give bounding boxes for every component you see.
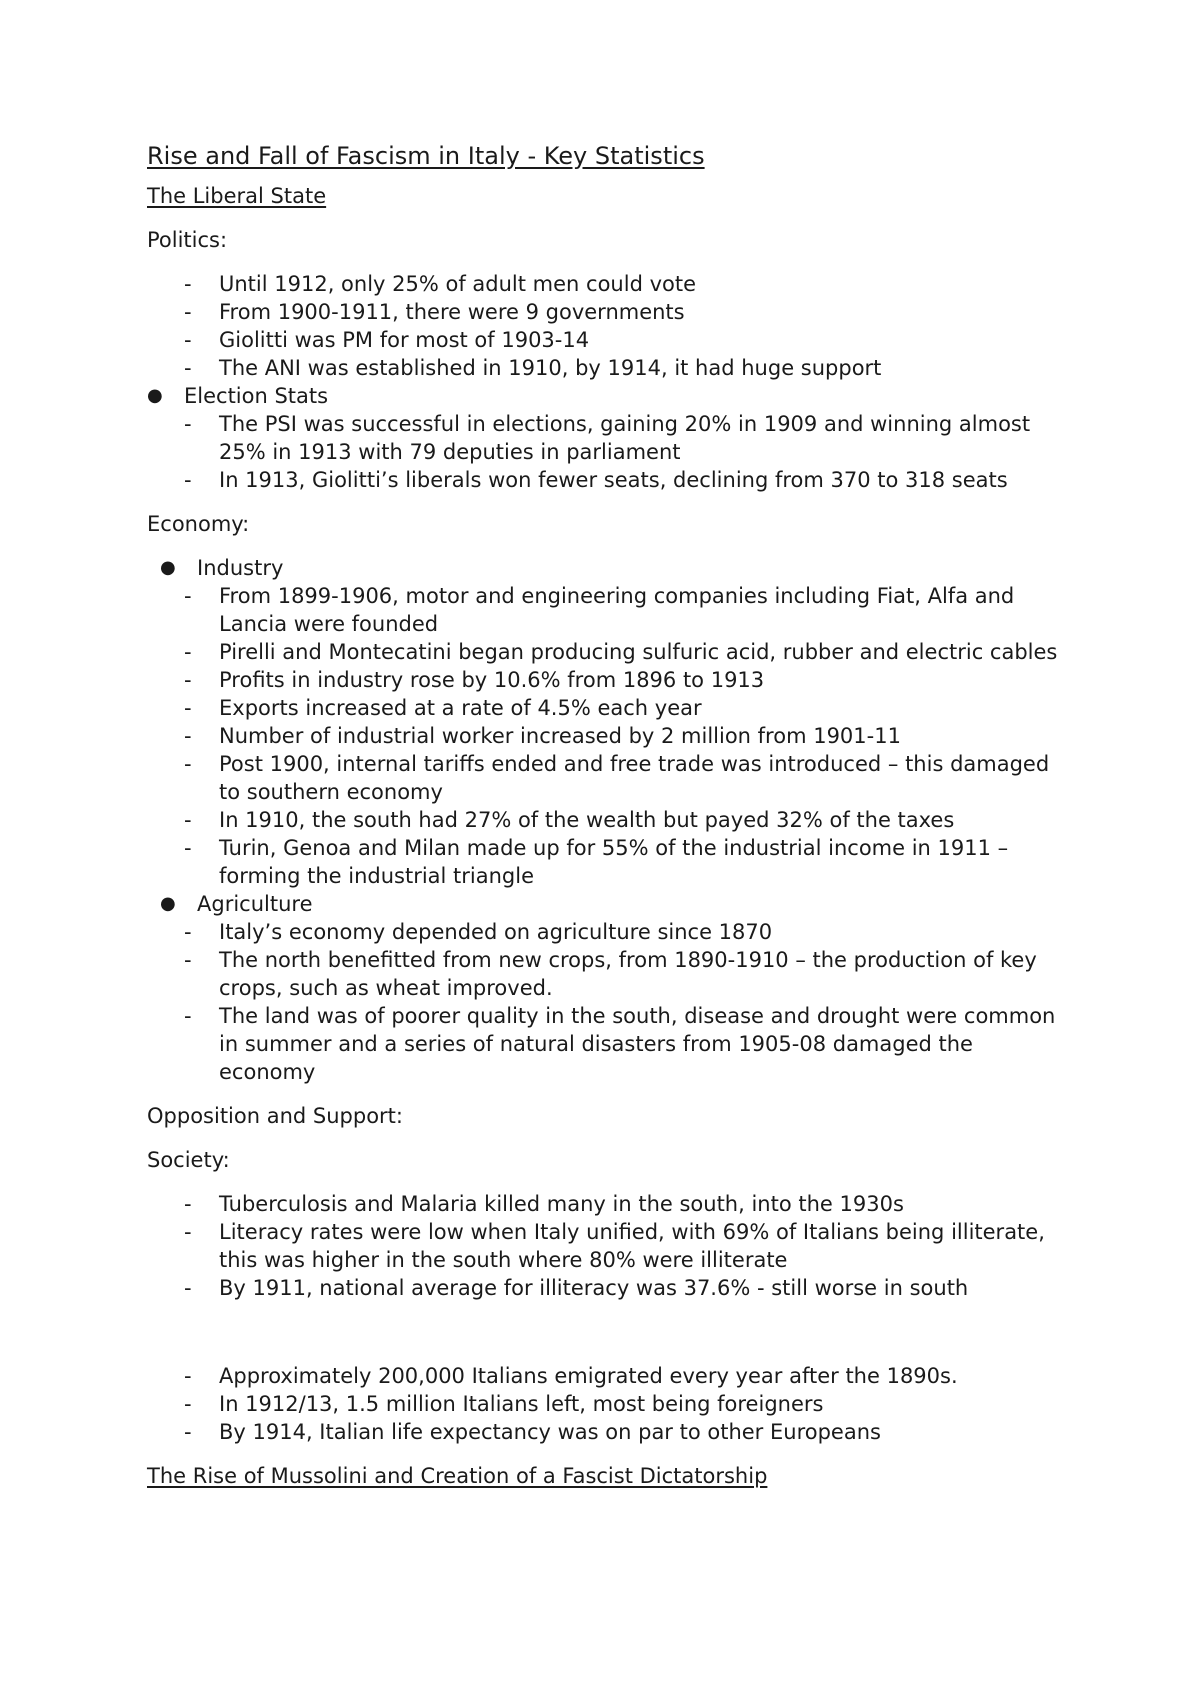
section-heading-liberal-state: The Liberal State <box>147 184 327 208</box>
list-item: - Number of industrial worker increased by 2 million from 1901-11 <box>147 722 1067 750</box>
politics-list <box>147 270 1067 382</box>
bullet-icon: ● <box>147 385 163 406</box>
bullet-icon: ● <box>160 557 176 578</box>
list-item: - Approximately 200,000 Italians emigrated every year after the 1890s. <box>147 1362 1067 1390</box>
list-item: - Until 1912, only 25% of adult men could vote <box>147 270 1067 298</box>
industry-label: Industry <box>197 556 284 580</box>
list-item: - The land was of poorer quality in the south, disease and drought were common in summer and a series of natural disasters from 1905-08 damaged the economy <box>147 1002 1067 1086</box>
agriculture-label: Agriculture <box>197 892 313 916</box>
list-item: - Exports increased at a rate of 4.5% each year <box>147 694 1067 722</box>
economy-section <box>147 554 1067 1086</box>
election-stats-bullet <box>147 382 1067 410</box>
society-label: Society: <box>147 1148 230 1172</box>
list-item: - Italy’s economy depended on agriculture since 1870 <box>147 918 1067 946</box>
industry-list <box>147 582 1067 890</box>
agriculture-list <box>147 918 1067 1086</box>
list-item: - Profits in industry rose by 10.6% from 1896 to 1913 <box>147 666 1067 694</box>
list-item: - From 1900-1911, there were 9 governments <box>147 298 1067 326</box>
society-list-a <box>147 1190 1067 1302</box>
section-heading-rise-of-mussolini: The Rise of Mussolini and Creation of a Fascist Dictatorship <box>147 1464 768 1488</box>
bullet-icon: ● <box>160 893 176 914</box>
list-item: - Literacy rates were low when Italy unified, with 69% of Italians being illiterate, this was higher in the south where 80% were illiterate <box>147 1218 1067 1274</box>
list-item: - In 1910, the south had 27% of the wealth but payed 32% of the taxes <box>147 806 1067 834</box>
list-item: - Turin, Genoa and Milan made up for 55% of the industrial income in 1911 – forming the industrial triangle <box>147 834 1067 890</box>
economy-label: Economy: <box>147 512 250 536</box>
election-stats-list <box>147 410 1067 494</box>
opposition-support-label: Opposition and Support: <box>147 1104 403 1128</box>
blank-gap <box>147 1302 1067 1362</box>
list-item: - In 1912/13, 1.5 million Italians left, most being foreigners <box>147 1390 1067 1418</box>
list-item: - Post 1900, internal tariffs ended and free trade was introduced – this damaged to southern economy <box>147 750 1067 806</box>
list-item: - The north benefitted from new crops, from 1890-1910 – the production of key crops, such as wheat improved. <box>147 946 1067 1002</box>
list-item: - By 1911, national average for illiteracy was 37.6% - still worse in south <box>147 1274 1067 1302</box>
list-item: - From 1899-1906, motor and engineering companies including Fiat, Alfa and Lancia were founded <box>147 582 1067 638</box>
list-item: - By 1914, Italian life expectancy was on par to other Europeans <box>147 1418 1067 1446</box>
list-item: - The ANI was established in 1910, by 1914, it had huge support <box>147 354 1067 382</box>
list-item: - Tuberculosis and Malaria killed many in the south, into the 1930s <box>147 1190 1067 1218</box>
list-item: - The PSI was successful in elections, gaining 20% in 1909 and winning almost 25% in 1913 with 79 deputies in parliament <box>147 410 1067 466</box>
list-item: - In 1913, Giolitti’s liberals won fewer seats, declining from 370 to 318 seats <box>147 466 1067 494</box>
society-section <box>147 1190 1067 1446</box>
politics-section <box>147 270 1067 494</box>
document-page <box>147 140 1067 1506</box>
industry-bullet <box>147 554 1067 582</box>
agriculture-bullet <box>147 890 1067 918</box>
document-title: Rise and Fall of Fascism in Italy - Key Statistics <box>147 142 705 170</box>
list-item: - Giolitti was PM for most of 1903-14 <box>147 326 1067 354</box>
politics-label: Politics: <box>147 228 228 252</box>
election-stats-label: Election Stats <box>184 384 329 408</box>
society-list-b <box>147 1362 1067 1446</box>
list-item: - Pirelli and Montecatini began producing sulfuric acid, rubber and electric cables <box>147 638 1067 666</box>
